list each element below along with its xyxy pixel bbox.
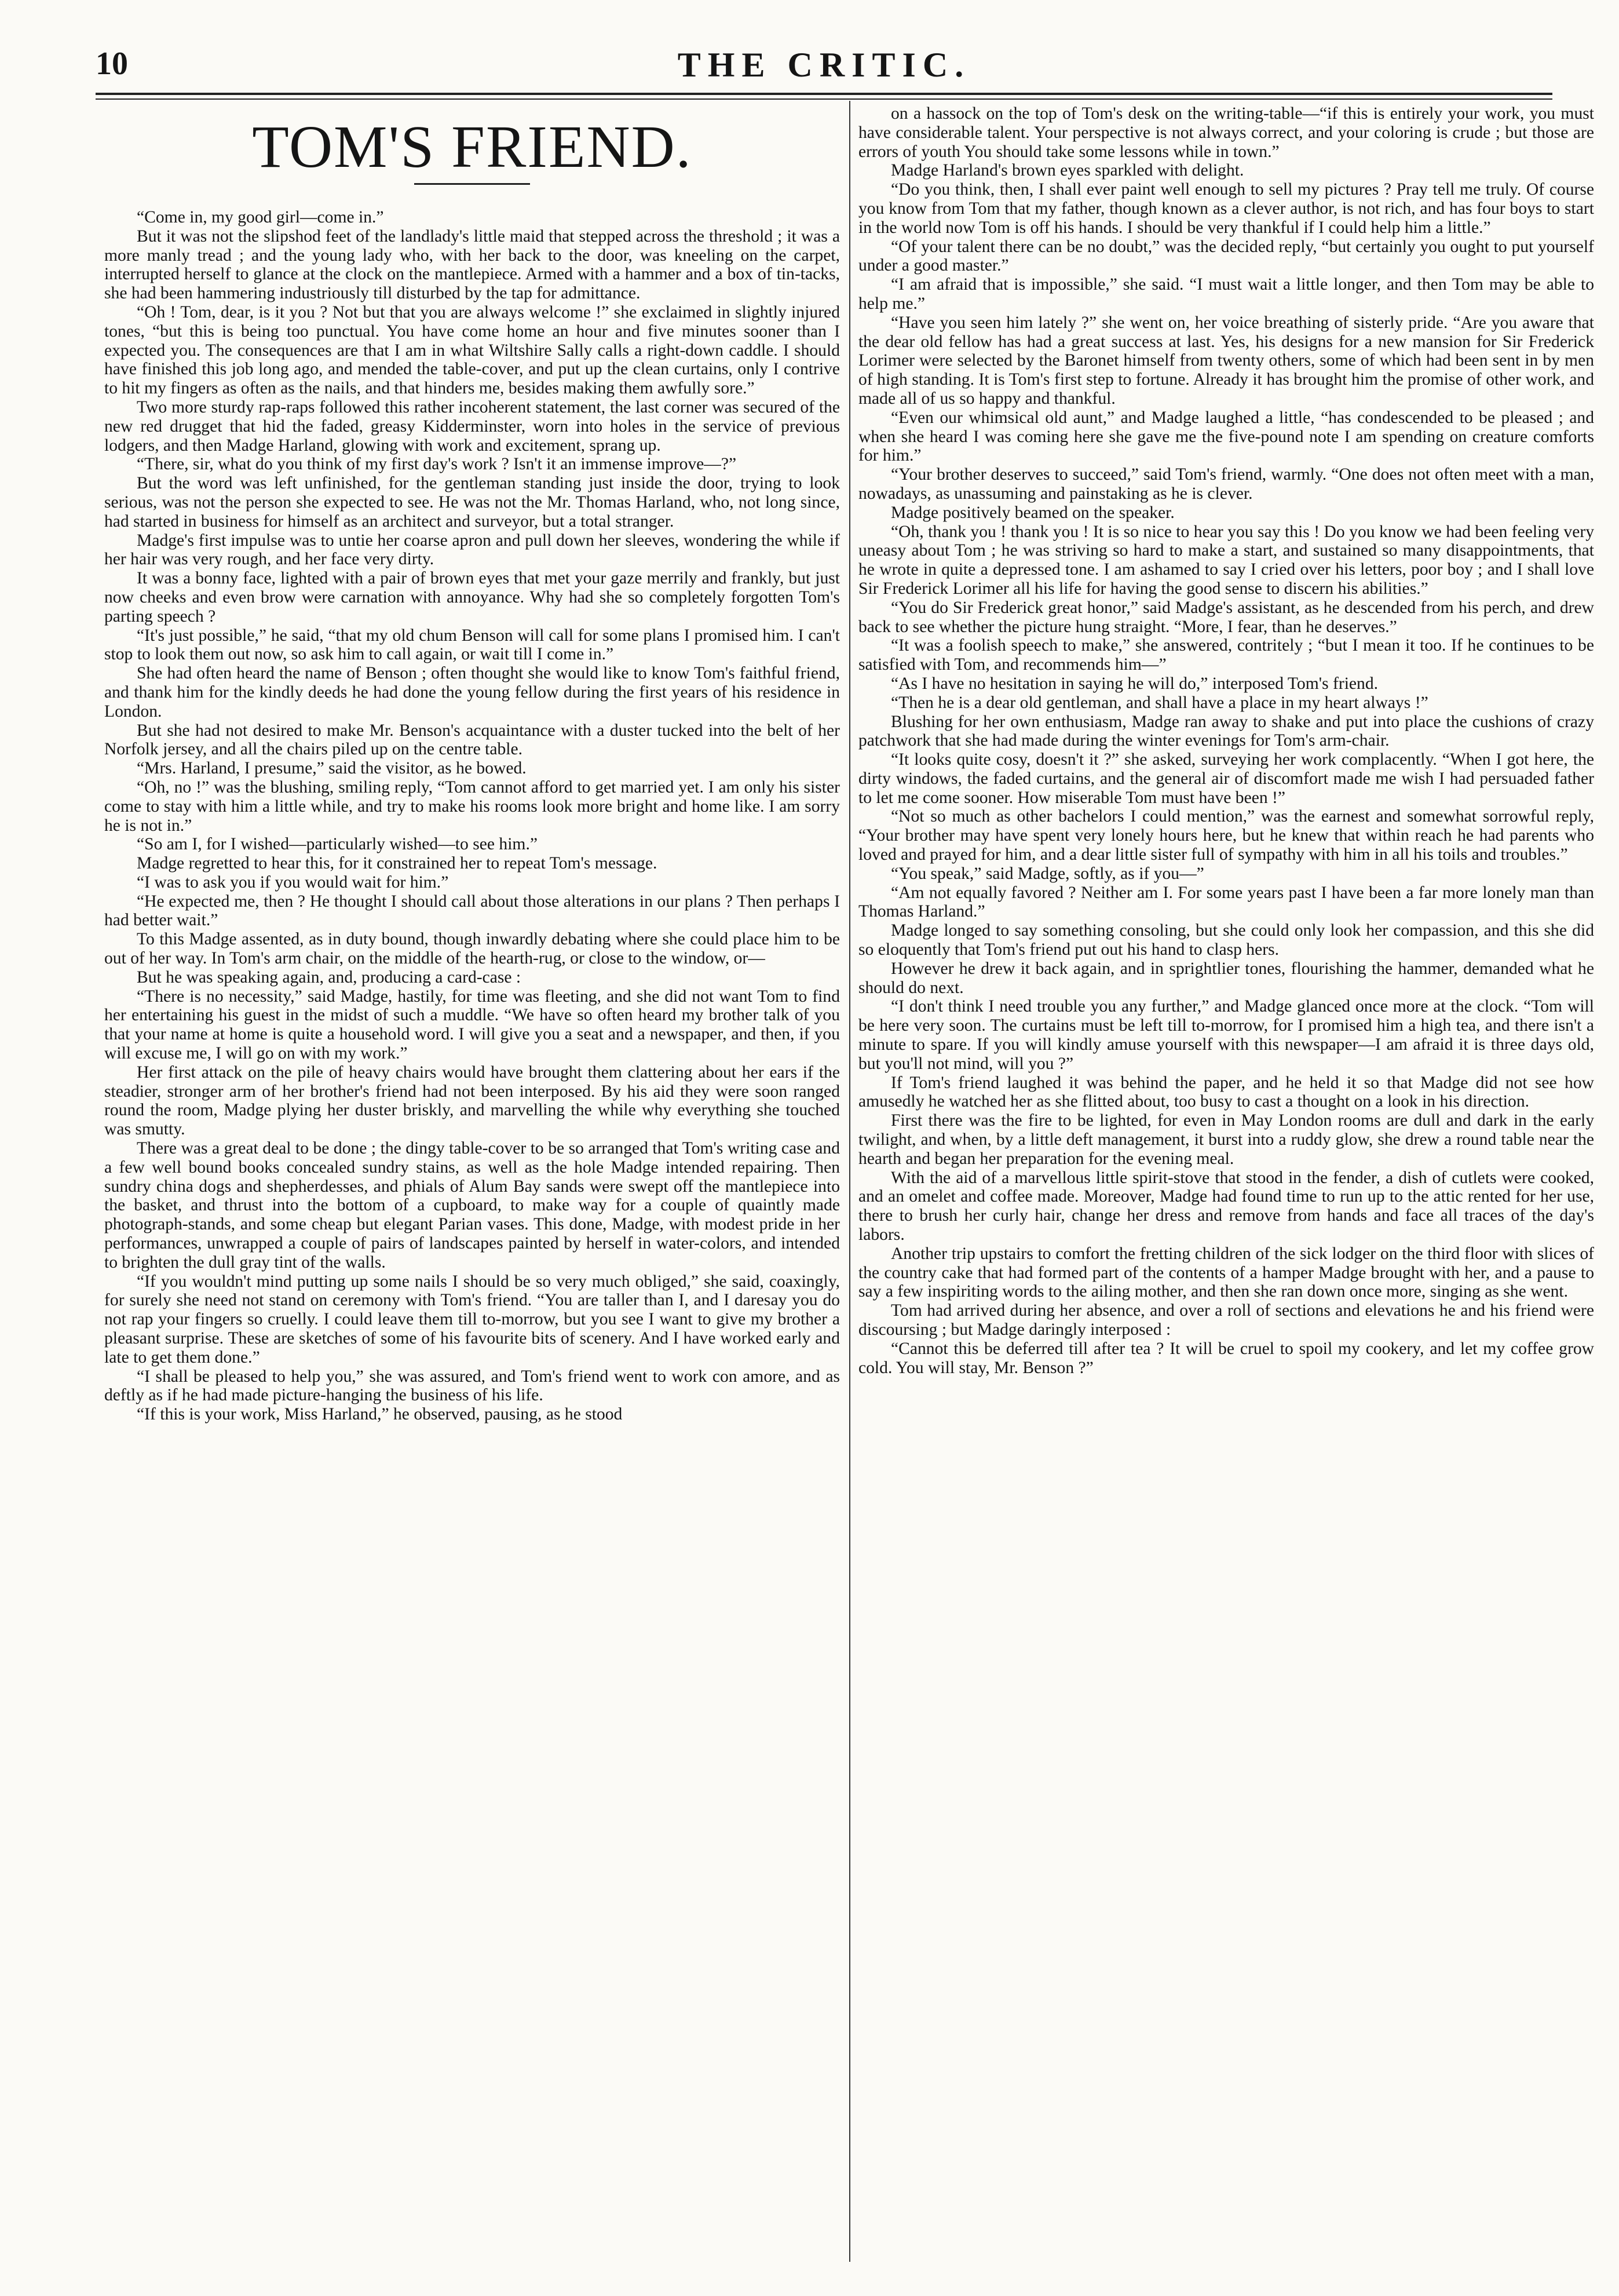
paragraph: “Am not equally favored ? Neither am I. For some years past I have been a far more lonely man than Thomas Harland.” [858, 883, 1594, 921]
paragraph: Her first attack on the pile of heavy chairs would have brought them clattering about her ears if the steadier, stronger arm of her brother's friend had not been interposed. By his aid they were soon ranged round the room, Madge plying her duster briskly, and marvelling the while why everything she touched was smutty. [104, 1063, 840, 1139]
paragraph: “There, sir, what do you think of my first day's work ? Isn't it an immense improve—?” [137, 455, 737, 474]
paragraph: But it was not the slipshod feet of the landlady's little maid that stepped across the threshold ; it was a more manly tread ; and the young lady who, with her back to the door, was kneeling on the carpet, interrupted herself to glance at the clock on the mantlepiece. Armed with a hammer and a box of tin-tacks, she had been hammering industriously till disturbed by the tap for admittance. [104, 227, 840, 303]
paragraph: “As I have no hesitation in saying he will do,” interposed Tom's friend. [891, 674, 1379, 693]
paragraph: “Mrs. Harland, I presume,” said the visitor, as he bowed. [137, 759, 527, 778]
paragraph: “So am I, for I wished—particularly wished—to see him.” [137, 835, 538, 854]
paragraph: It was a bonny face, lighted with a pair of brown eyes that met your gaze merrily and frankly, but just now cheeks and even brow were carnation with annoyance. Why had she so completely forgotten Tom's parting speech ? [104, 569, 840, 626]
paragraph: Madge positively beamed on the speaker. [891, 503, 1175, 522]
paragraph: However he drew it back again, and in sprightlier tones, flourishing the hammer, demanded what he should do next. [858, 959, 1594, 997]
header-rule-thick [96, 93, 1552, 95]
paragraph: But the word was left unfinished, for the gentleman standing just inside the door, trying to look serious, was not the person she expected to see. He was not the Mr. Thomas Harland, who, not long since, had started in business for himself as an architect and surveyor, but a total stranger. [104, 474, 840, 531]
paragraph: There was a great deal to be done ; the dingy table-cover to be so arranged that Tom's writing case and a few well bound books concealed sundry stains, as well as the hole Madge intended repairing. Then sundry china dogs and shepherdesses, and phials of Alum Bay sands were swept off the mantlepiece into the basket, and thrust into the bottom of a cupboard, to make way for a couple of quaintly made photograph-stands, and some cheap but elegant Parian vases. This done, Madge, with modest pride in her performances, unwrapped a couple of pairs of landscapes painted by herself in water-colors, and intended to brighten the dull gray tint of the walls. [104, 1139, 840, 1272]
paragraph: “It looks quite cosy, doesn't it ?” she asked, surveying her work complacently. “When I got here, the dirty windows, the faded curtains, and the general air of discomfort made me wish I had persuaded father to let me come sooner. How miserable Tom must have been !” [858, 750, 1594, 807]
paragraph: Madge's first impulse was to untie her coarse apron and pull down her sleeves, wondering the while if her hair was very rough, and her face very dirty. [104, 531, 840, 569]
paragraph: Madge longed to say something consoling, but she could only look her compassion, and this she did so eloquently that Tom's friend put out his hand to clasp hers. [858, 921, 1594, 959]
paragraph: “I am afraid that is impossible,” she said. “I must wait a little longer, and then Tom may be able to help me.” [858, 275, 1594, 313]
paragraph: “Oh, thank you ! thank you ! It is so nice to hear you say this ! Do you know we had been feeling very uneasy about Tom ; he was striving so hard to make a start, and sustained so many disappointments, that he wrote in quite a depressed tone. I am ashamed to say I cried over his letters, poor boy ; and I shall love Sir Frederick Lorimer all his life for having the good sense to discern his abilities.” [858, 522, 1594, 598]
paragraph: Madge Harland's brown eyes sparkled with delight. [891, 161, 1244, 180]
paragraph: “Your brother deserves to succeed,” said Tom's friend, warmly. “One does not often meet with a man, nowadays, as unassuming and painstaking as he is clever. [858, 465, 1594, 503]
page-number: 10 [96, 46, 128, 82]
paragraph: “Then he is a dear old gentleman, and shall have a place in my heart always !” [891, 693, 1428, 712]
paragraph: To this Madge assented, as in duty bound, though inwardly debating where she could place him to be out of her way. In Tom's arm chair, on the middle of the hearth-rug, or close to the window, or— [104, 930, 840, 968]
paragraph: “I was to ask you if you would wait for him.” [137, 873, 449, 892]
paragraph: “Not so much as other bachelors I could mention,” was the earnest and somewhat sorrowful reply, “Your brother may have spent very lonely hours here, but he knew that within reach he had parents who loved and prayed for him, and a dear little sister full of sympathy with him in all his toils and troubles.” [858, 807, 1594, 864]
paragraph: Tom had arrived during her absence, and over a roll of sections and elevations he and his friend were discoursing ; but Madge daringly interposed : [858, 1301, 1594, 1339]
paragraph: “Have you seen him lately ?” she went on, her voice breathing of sisterly pride. “Are you aware that the dear old fellow has had a great success at last. Yes, his designs for a new mansion for Sir Frederick Lorimer were selected by the Baronet himself from twenty others, some of which had been sent in by men of high standing. It is Tom's first step to fortune. Already it has brought him the promise of other work, and made all of us so happy and thankful. [858, 313, 1594, 408]
left-column [104, 104, 840, 1424]
paragraph: “Cannot this be deferred till after tea ? It will be cruel to spoil my cookery, and let my coffee grow cold. You will stay, Mr. Benson ?” [858, 1339, 1594, 1377]
header-rule-thin [96, 98, 1552, 100]
paragraph: She had often heard the name of Benson ; often thought she would like to know Tom's faithful friend, and thank him for the kindly deeds he had done the young fellow during the first years of his residence in London. [104, 664, 840, 721]
paragraph: “There is no necessity,” said Madge, hastily, for time was fleeting, and she did not want Tom to find her entertaining his guest in the midst of such a muddle. “We have so often heard my brother talk of you that your name at home is quite a household word. I will give you a seat and a newspaper, and then, if you will excuse me, I will go on with my work.” [104, 987, 840, 1063]
paragraph: “I shall be pleased to help you,” she was assured, and Tom's friend went to work con amore, and as deftly as if he had made picture-hanging the business of his life. [104, 1367, 840, 1405]
paragraph: “It's just possible,” he said, “that my old chum Benson will call for some plans I promised him. I can't stop to look them out now, so ask him to call again, or wait till I come in.” [104, 626, 840, 664]
paragraph: “It was a foolish speech to make,” she answered, contritely ; “but I mean it too. If he continues to be satisfied with Tom, and recommends him—” [858, 636, 1594, 674]
paragraph: “He expected me, then ? He thought I should call about those alterations in our plans ? Then perhaps I had better wait.” [104, 892, 840, 930]
paragraph: “Of your talent there can be no doubt,” was the decided reply, “but certainly you ought to put yourself under a good master.” [858, 237, 1594, 275]
title-underline [414, 183, 530, 185]
paragraph: Madge regretted to hear this, for it constrained her to repeat Tom's message. [137, 854, 657, 873]
paragraph: on a hassock on the top of Tom's desk on the writing-table—“if this is entirely your work, you must have considerable talent. Your perspective is not always correct, and your coloring is crude ; but those are errors of youth You should take some lessons while in town.” [858, 104, 1594, 161]
column-divider [849, 101, 850, 2262]
paragraph: First there was the fire to be lighted, for even in May London rooms are dull and dark in the early twilight, and when, by a little deft management, it burst into a ruddy glow, she drew a round table near the hearth and began her preparation for the evening meal. [858, 1111, 1594, 1168]
paragraph: But she had not desired to make Mr. Benson's acquaintance with a duster tucked into the belt of her Norfolk jersey, and all the chairs piled up on the centre table. [104, 721, 840, 759]
paragraph: “I don't think I need trouble you any further,” and Madge glanced once more at the clock. “Tom will be here very soon. The curtains must be left till to-morrow, for I promised him a high tea, and there isn't a minute to spare. If you will kindly amuse yourself with this newspaper—I am afraid it is three days old, but you'll not mind, will you ?” [858, 997, 1594, 1073]
paragraph: Blushing for her own enthusiasm, Madge ran away to shake and put into place the cushions of crazy patchwork that she had made during the winter evenings for Tom's arm-chair. [858, 712, 1594, 750]
paragraph: “Oh, no !” was the blushing, smiling reply, “Tom cannot afford to get married yet. I am only his sister come to stay with him a little while, and try to make his rooms look more bright and home like. I am sorry he is not in.” [104, 777, 840, 835]
paragraph: “If this is your work, Miss Harland,” he observed, pausing, as he stood [137, 1405, 623, 1424]
paragraph: Two more sturdy rap-raps followed this rather incoherent statement, the last corner was secured of the new red drugget that hid the faded, greasy Kidderminster, worn into holes in the service of previous lodgers, and then Madge Harland, glowing with work and excitement, sprang up. [104, 397, 840, 455]
paragraph: “Come in, my good girl—come in.” [137, 208, 384, 227]
paragraph: “If you wouldn't mind putting up some nails I should be so very much obliged,” she said, coaxingly, for surely she need not stand on ceremony with Tom's friend. “You are taller than I, and I daresay you do not rap your fingers so cruelly. I could leave them till to-morrow, but you see I want to give my brother a pleasant surprise. These are sketches of some of his favourite bits of scenery. And I have worked early and late to get them done.” [104, 1272, 840, 1367]
paragraph: “Do you think, then, I shall ever paint well enough to sell my pictures ? Pray tell me truly. Of course you know from Tom that my father, though known as a clever author, is not rich, and has four boys to start in the world now Tom is off his hands. I should be very thankful if I could help him a little.” [858, 180, 1594, 237]
paragraph: Another trip upstairs to comfort the fretting children of the sick lodger on the third floor with slices of the country cake that had formed part of the contents of a hamper Madge brought with her, and a pause to say a few inspiriting words to the ailing mother, and then she ran down once more, singing as she went. [858, 1244, 1594, 1301]
paragraph: “Even our whimsical old aunt,” and Madge laughed a little, “has condescended to be pleased ; and when she heard I was coming here she gave me the five-pound note I am spending on creature comforts for him.” [858, 408, 1594, 465]
paragraph: With the aid of a marvellous little spirit-stove that stood in the fender, a dish of cutlets were cooked, and an omelet and coffee made. Moreover, Madge had found time to run up to the attic rented for her use, there to brush her curly hair, change her dress and remove from hands and face all traces of the day's labors. [858, 1168, 1594, 1244]
right-column [858, 104, 1594, 1377]
paragraph: But he was speaking again, and, producing a card-case : [137, 968, 521, 987]
paragraph: “You do Sir Frederick great honor,” said Madge's assistant, as he descended from his perch, and drew back to see whether the picture hung straight. “More, I fear, than he deserves.” [858, 598, 1594, 636]
paragraph: “You speak,” said Madge, softly, as if you—” [891, 864, 1204, 883]
paragraph: If Tom's friend laughed it was behind the paper, and he held it so that Madge did not see how amusedly he watched her as she flitted about, too busy to cast a thought on a look in his direction. [858, 1073, 1594, 1111]
masthead-title: THE CRITIC. [677, 46, 971, 84]
article-title: TOM'S FRIEND. [252, 114, 692, 180]
paragraph: “Oh ! Tom, dear, is it you ? Not but that you are always welcome !” she exclaimed in slightly injured tones, “but this is being too punctual. You have come home an hour and five minutes sooner than I expected you. The consequences are that I am in what Wiltshire Sally calls a right-down caddle. I should have finished this job long ago, and mended the table-cover, and put up the clean curtains, only I contrive to hit my fingers as often as the nails, and that hinders me, besides making them awfully sore.” [104, 302, 840, 398]
